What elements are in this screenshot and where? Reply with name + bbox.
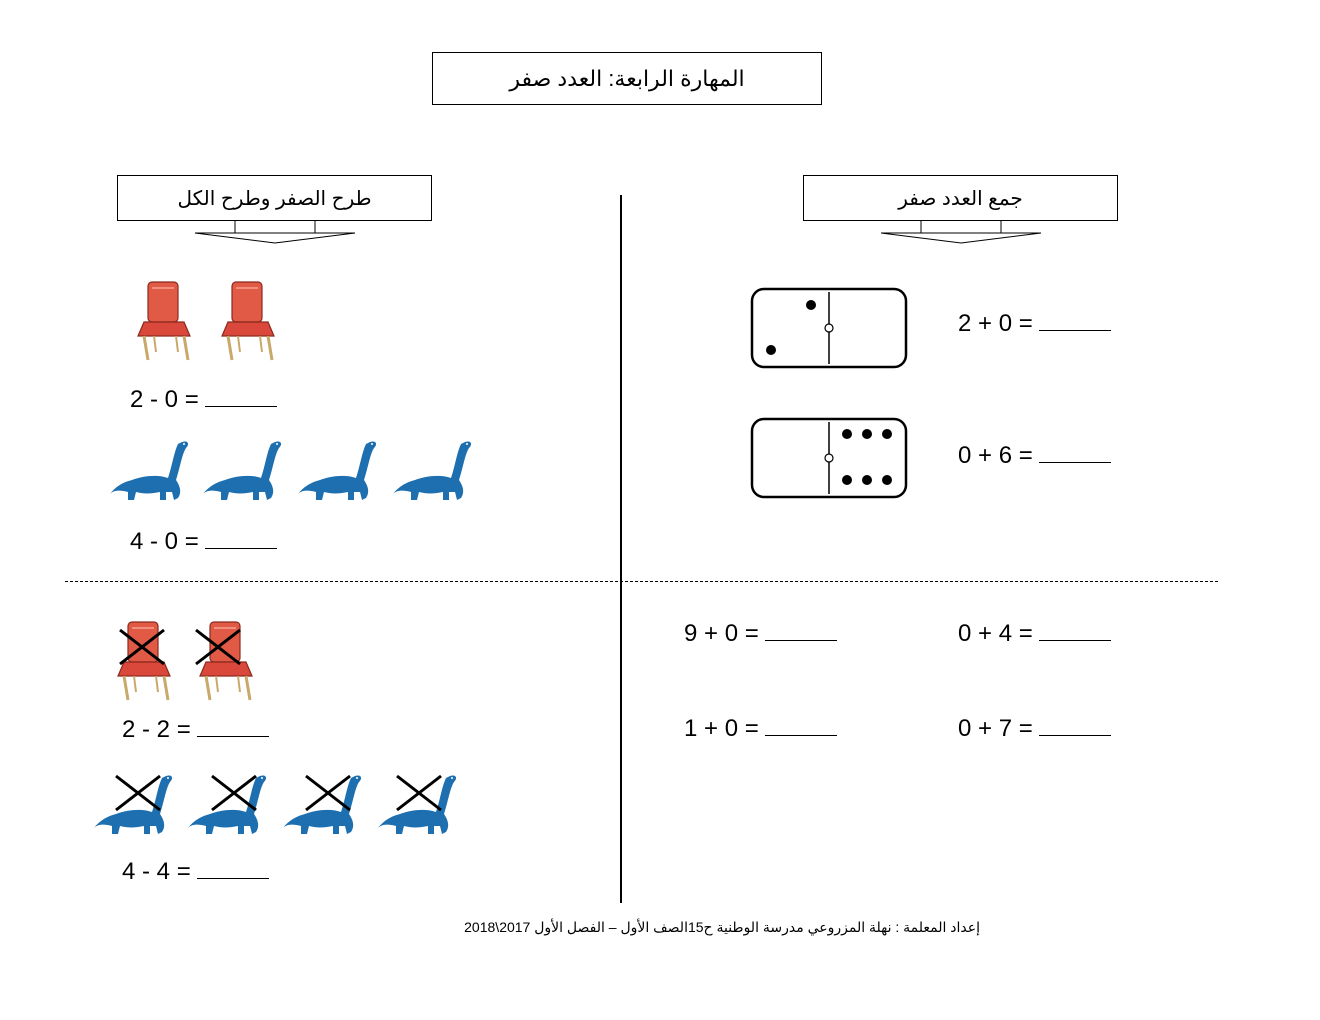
vertical-divider	[620, 195, 622, 903]
answer-blank[interactable]	[765, 620, 837, 641]
equation: 2 - 0 =	[130, 386, 277, 414]
dinosaur-icon	[110, 438, 190, 502]
dinosaur-icon	[298, 438, 378, 502]
answer-blank[interactable]	[1039, 620, 1111, 641]
right-arrow-icon	[881, 221, 1041, 245]
cross-icon	[116, 776, 160, 810]
left-section-header	[117, 175, 432, 221]
equation: 1 + 0 =	[684, 715, 837, 743]
right-section-header	[803, 175, 1118, 221]
left-arrow-icon	[195, 221, 355, 245]
equation: 2 - 2 =	[122, 716, 269, 744]
domino-icon	[751, 418, 907, 498]
domino-icon	[751, 288, 907, 368]
answer-blank[interactable]	[765, 715, 837, 736]
equation: 0 + 7 =	[958, 715, 1111, 743]
answer-blank[interactable]	[197, 858, 269, 879]
cross-icon	[212, 776, 256, 810]
equation: 2 + 0 =	[958, 310, 1111, 338]
cross-icon	[397, 776, 441, 810]
chair-icon	[138, 282, 190, 360]
answer-blank[interactable]	[1039, 715, 1111, 736]
answer-blank[interactable]	[205, 528, 277, 549]
equation: 9 + 0 =	[684, 620, 837, 648]
horizontal-divider	[65, 581, 1218, 582]
page-title-text: المهارة الرابعة: العدد صفر	[509, 65, 745, 91]
footer-credit: إعداد المعلمة : نهلة المزروعي مدرسة الوطنية ح15الصف الأول – الفصل الأول 2017\2018	[464, 919, 980, 935]
equation: 4 - 0 =	[130, 528, 277, 556]
answer-blank[interactable]	[197, 716, 269, 737]
answer-blank[interactable]	[205, 386, 277, 407]
chair-icon	[222, 282, 274, 360]
equation: 0 + 6 =	[958, 442, 1111, 470]
right-section-header-text: جمع العدد صفر	[898, 187, 1023, 210]
cross-icon	[196, 630, 240, 664]
cross-icon	[306, 776, 350, 810]
equation: 0 + 4 =	[958, 620, 1111, 648]
equation: 4 - 4 =	[122, 858, 269, 886]
cross-icon	[120, 630, 164, 664]
left-section-header-text: طرح الصفر وطرح الكل	[177, 187, 372, 210]
page-title	[432, 52, 822, 105]
answer-blank[interactable]	[1039, 442, 1111, 463]
dinosaur-icon	[393, 438, 473, 502]
dinosaur-icon	[203, 438, 283, 502]
answer-blank[interactable]	[1039, 310, 1111, 331]
